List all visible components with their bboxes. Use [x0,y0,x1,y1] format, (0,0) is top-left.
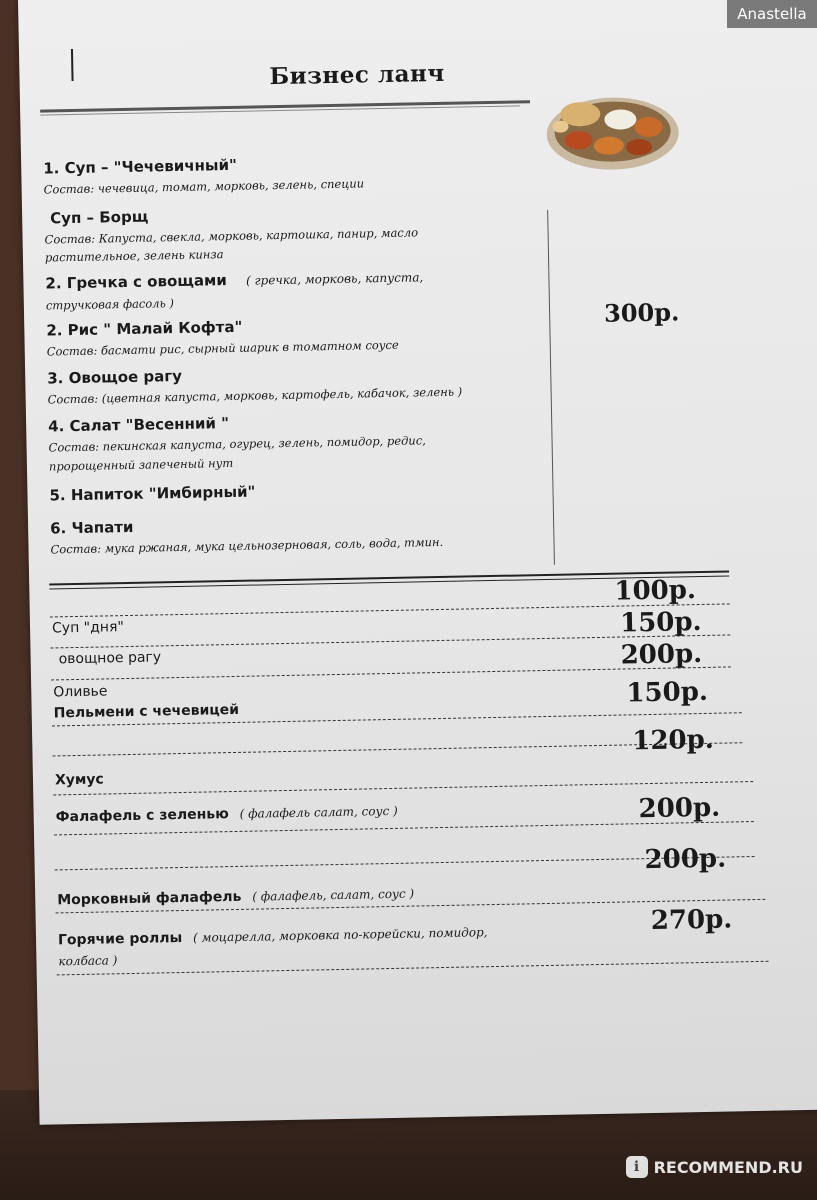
menu-item-8-name: Горячие роллы [57,930,183,949]
lunch-item-2-note: ( гречка, морковь, капуста, [245,270,424,288]
lunch-price: 300р. [603,297,680,328]
menu-item-1: Суп "дня" [51,619,125,637]
menu-price-5: 120р. [632,724,715,757]
margin-mark [71,49,74,81]
lunch-item-rice-composition: Состав: басмати рис, сырный шарик в томатном соусе [46,337,399,359]
menu-item-2: овощное рагу [58,649,162,668]
menu-sheet [18,0,817,1125]
lunch-item-3-composition: Состав: (цветная капуста, морковь, картофель, кабачок, зелень ) [47,384,463,407]
menu-price-6: 200р. [638,792,721,825]
menu-item-6-note: ( фалафель салат, соус ) [239,803,398,821]
page-title: Бизнес ланч [269,59,445,91]
lunch-item-2-name: 2. Гречка с овощами [45,271,227,293]
lunch-item-6: 6. Чапати [49,517,134,538]
price-column-divider [547,210,555,565]
lunch-item-borsch-composition-2: растительное, зелень кинза [44,247,224,265]
lunch-item-2-note-2: стручковая фасоль ) [45,296,175,313]
menu-price-7: 200р. [644,843,727,876]
menu-item-4: Пельмени с чечевицей [53,701,240,722]
lunch-item-borsch-composition-1: Состав: Капуста, свекла, морковь, картошка, панир, масло [44,225,419,247]
lunch-item-1-composition: Состав: чечевица, томат, морковь, зелень, специи [43,176,365,197]
lunch-item-4-composition-2: пророщенный запеченый нут [48,455,234,474]
lunch-item-4: 4. Салат "Весенний " [48,414,230,436]
menu-item-8 [58,924,488,948]
lunch-item-2 [45,267,423,292]
site-watermark [626,1156,803,1178]
lunch-item-4-composition-1: Состав: пекинская капуста, огурец, зелень, помидор, редис, [48,433,427,455]
recommend-logo-icon: ℹ [626,1156,648,1178]
lunch-item-rice: 2. Рис " Малай Кофта" [46,317,243,340]
lunch-item-6-composition: Состав: мука ржаная, мука цельнозерновая, соль, вода, тмин. [50,534,444,557]
lunch-item-1: 1. Суп – "Чечевичный" [43,155,237,178]
author-watermark: Anastella [727,0,817,28]
menu-item-3: Оливье [53,683,108,701]
lunch-item-5: 5. Напиток "Имбирный" [49,482,256,505]
menu-item-8-note-2: колбаса ) [58,953,118,969]
menu-price-3: 200р. [620,638,703,671]
menu-price-8: 270р. [650,904,733,937]
menu-price-4: 150р. [626,676,709,709]
site-watermark-text: RECOMMEND.RU [653,1157,803,1177]
menu-price-1: 100р. [614,575,697,607]
menu-item-6-name: Фалафель с зеленью [55,806,229,826]
menu-price-2: 150р. [619,606,702,639]
thali-plate-image [540,82,687,175]
menu-item-8-note: ( моцарелла, морковка по-корейски, помидор, [192,925,488,945]
lunch-item-3: 3. Овощое рагу [47,366,183,388]
menu-item-6 [56,803,398,826]
menu-item-7-name: Морковный фалафель [57,888,242,909]
dotted-leader [57,961,769,976]
lunch-item-borsch: Суп – Борщ [50,207,149,228]
menu-item-7 [57,886,414,909]
menu-item-7-note: ( фалафель, салат, соус ) [252,886,415,904]
menu-item-5: Хумус [54,771,104,789]
